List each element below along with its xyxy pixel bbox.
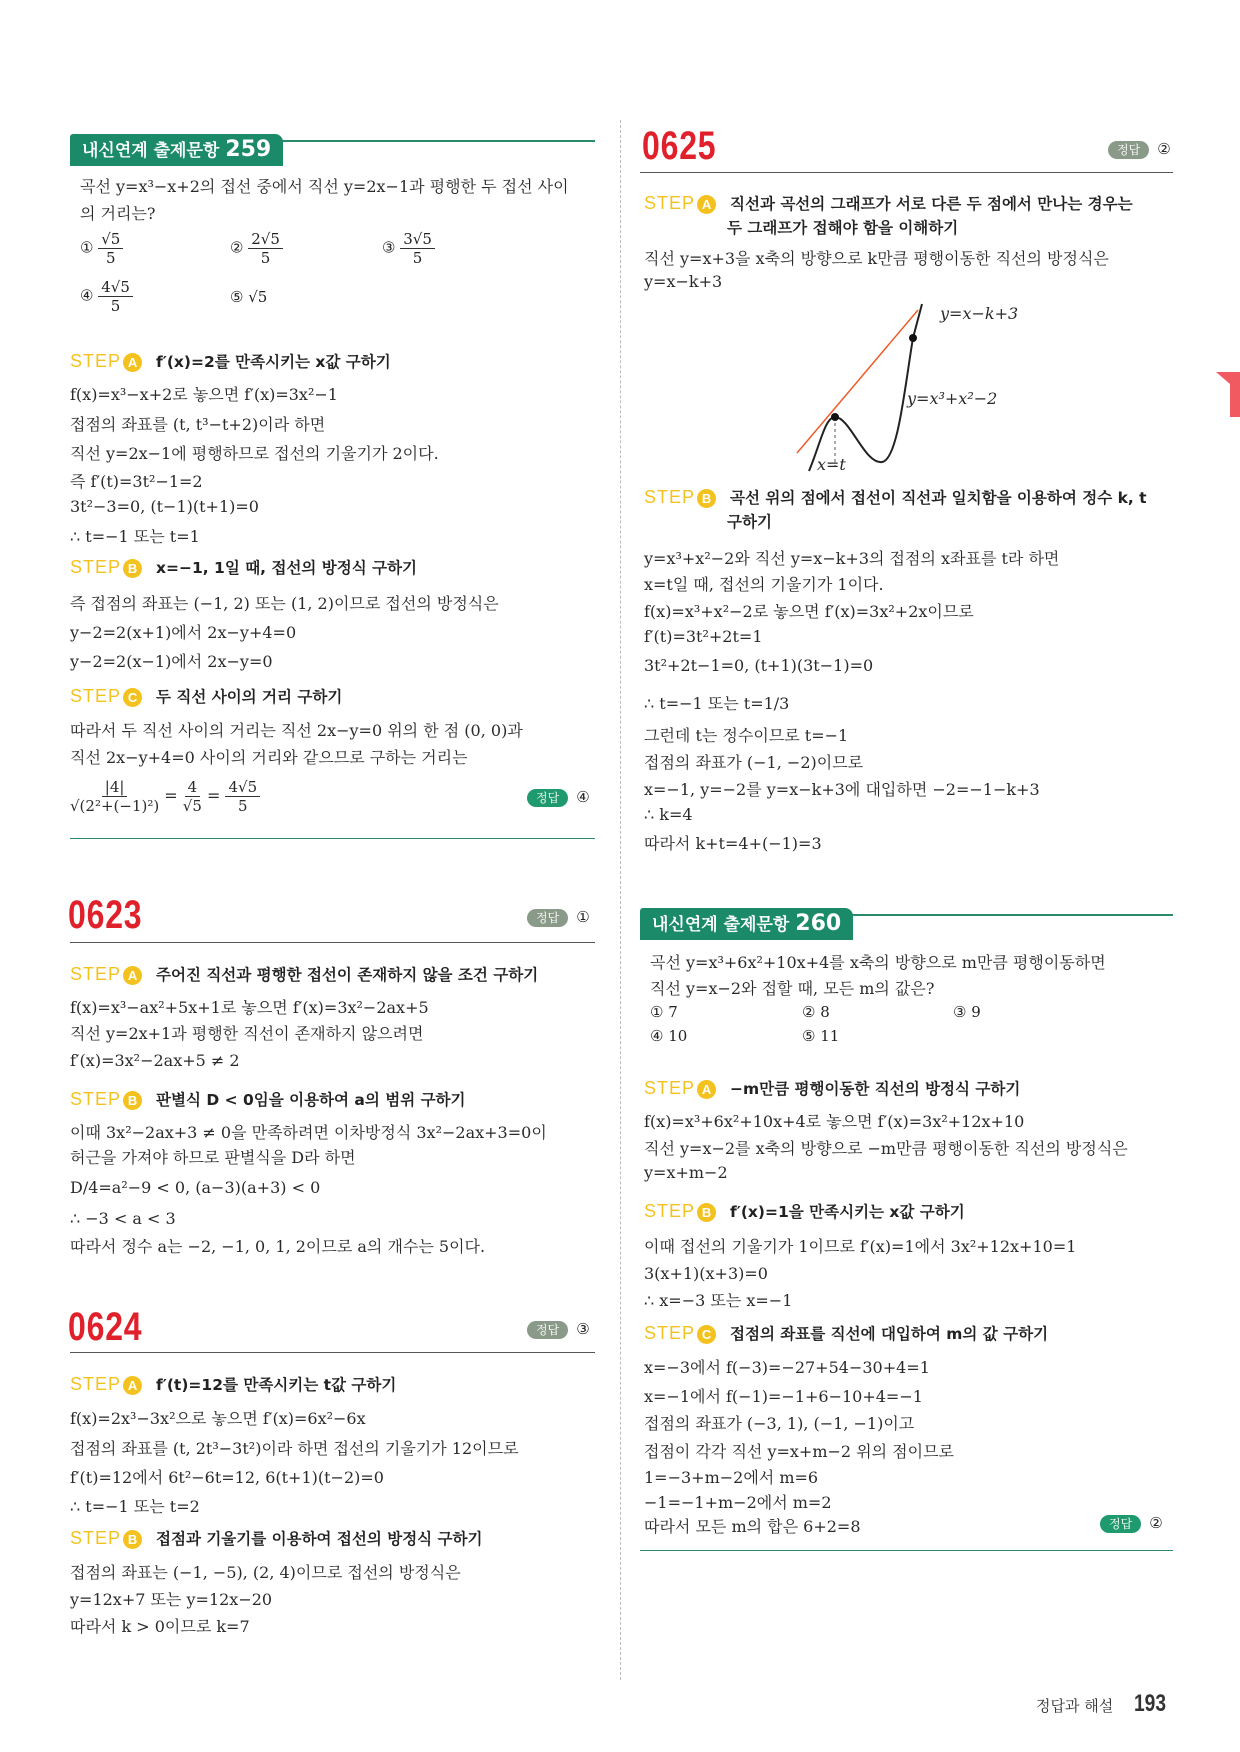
solution-line: f(x)=x³−ax²+5x+1로 놓으면 f′(x)=3x²−2ax+5: [70, 998, 429, 1017]
section-rule: [70, 1352, 595, 1353]
solution-line: f(x)=x³+x²−2로 놓으면 f′(x)=3x²+2x이므로: [644, 602, 974, 621]
solution-line: 3t²+2t−1=0, (t+1)(3t−1)=0: [644, 656, 874, 675]
choice-2[interactable]: ② $\frac{2√5}{5}$: [230, 230, 283, 267]
solution-line: 3(x+1)(x+3)=0: [644, 1264, 768, 1283]
graph-line-label: y=x−k+3: [940, 304, 1019, 323]
step-letter-badge: A: [123, 353, 142, 372]
step-word: STEP: [70, 1528, 122, 1548]
solution-line: −1=−1+m−2에서 m=2: [644, 1493, 832, 1512]
section-rule: [70, 838, 595, 839]
chapter-tab: [1230, 372, 1240, 417]
step-letter-badge: C: [123, 688, 142, 707]
choice-3[interactable]: ③ $\frac{3√5}{5}$: [382, 230, 435, 267]
step-header: [70, 685, 342, 707]
solution-line: 이때 접선의 기울기가 1이므로 f′(x)=1에서 3x²+12x+10=1: [644, 1237, 1077, 1256]
solution-line: f′(t)=3t²+2t=1: [644, 627, 763, 646]
answer-260: 정답 ②: [1100, 1514, 1163, 1533]
step-letter-badge: B: [123, 1530, 142, 1549]
step-header: [644, 192, 1133, 214]
solution-line: 따라서 정수 a는 −2, −1, 0, 1, 2이므로 a의 개수는 5이다.: [70, 1237, 486, 1256]
step-title: 두 그래프가 접해야 함을 이해하기: [727, 219, 959, 237]
answer-259: 정답 ④: [527, 788, 590, 807]
step-word: STEP: [644, 1078, 696, 1098]
solution-line: 따라서 모든 m의 합은 6+2=8: [644, 1517, 861, 1536]
solution-line: 직선 y=x−2를 x축의 방향으로 −m만큼 평행이동한 직선의 방정식은: [644, 1139, 1128, 1158]
answer-0623: 정답 ①: [527, 908, 590, 927]
step-title: 접점과 기울기를 이용하여 접선의 방정식 구하기: [156, 1530, 483, 1548]
step-letter-badge: B: [697, 489, 716, 508]
solution-line: y−2=2(x−1)에서 2x−y=0: [70, 652, 273, 671]
solution-line: y−2=2(x+1)에서 2x−y+4=0: [70, 623, 297, 642]
column-divider: [620, 120, 621, 1680]
step-title: f′(x)=1을 만족시키는 x값 구하기: [730, 1203, 965, 1221]
step-title: 두 직선 사이의 거리 구하기: [156, 688, 343, 706]
solution-line: f(x)=2x³−3x²으로 놓으면 f′(x)=6x²−6x: [70, 1409, 366, 1428]
cubic-curve: [809, 304, 922, 471]
solution-line: 접점의 좌표를 (t, 2t³−3t²)이라 하면 접선의 기울기가 12이므로: [70, 1439, 519, 1458]
step-letter-badge: A: [697, 195, 716, 214]
footer-label: 정답과 해설: [1036, 1697, 1114, 1715]
step-title: 곡선 위의 점에서 접선이 직선과 일치함을 이용하여 정수 k, t: [730, 489, 1147, 507]
banner-label: 내신연계 출제문항: [652, 915, 790, 935]
solution-line: 이때 3x²−2ax+3 ≠ 0을 만족하려면 이차방정식 3x²−2ax+3=0이: [70, 1123, 547, 1142]
solution-line: 따라서 k+t=4+(−1)=3: [644, 834, 822, 853]
choice-4[interactable]: ④ $\frac{4√5}{5}$: [80, 278, 133, 315]
step-letter-badge: A: [123, 966, 142, 985]
step-title: −m만큼 평행이동한 직선의 방정식 구하기: [730, 1080, 1021, 1098]
distance-expression: $\frac{|4|}{\text{√(2²+(−1)²)}}$ = $\frac{4}{√5}$ = $\frac{4√5}{5}$: [70, 778, 260, 815]
tangent-point: [831, 413, 839, 421]
problem-number-0624: 0624: [68, 1305, 143, 1349]
solution-line: x=−1, y=−2를 y=x−k+3에 대입하면 −2=−1−k+3: [644, 780, 1040, 799]
step-letter-badge: B: [123, 1091, 142, 1110]
step-letter-badge: A: [697, 1080, 716, 1099]
solution-line: x=t일 때, 접선의 기울기가 1이다.: [644, 575, 884, 594]
step-word: STEP: [70, 1089, 122, 1109]
step-title: 구하기: [727, 513, 772, 531]
step-word: STEP: [70, 351, 122, 371]
question-line: 곡선 y=x³+6x²+10x+4를 x축의 방향으로 m만큼 평행이동하면: [650, 953, 1106, 972]
solution-line: ∴ t=−1 또는 t=2: [70, 1497, 200, 1516]
question-line: 곡선 y=x³−x+2의 접선 중에서 직선 y=2x−1과 평행한 두 접선 사이: [80, 177, 569, 196]
solution-line: 즉 접점의 좌표는 (−1, 2) 또는 (1, 2)이므로 접선의 방정식은: [70, 594, 499, 613]
solution-line: D/4=a²−9 < 0, (a−3)(a+3) < 0: [70, 1178, 321, 1197]
step-header: [644, 486, 1147, 508]
solution-line: 3t²−3=0, (t−1)(t+1)=0: [70, 497, 259, 516]
step-word: STEP: [644, 193, 696, 213]
choice-1[interactable]: ① 7: [650, 1003, 678, 1021]
solution-line: 허근을 가져야 하므로 판별식을 D라 하면: [70, 1148, 356, 1167]
choice-4[interactable]: ④ 10: [650, 1027, 688, 1045]
question-line: 의 거리는?: [80, 204, 156, 223]
solution-line: 즉 f′(t)=3t²−1=2: [70, 472, 203, 491]
step-header: [70, 963, 538, 985]
page-footer: [1036, 1690, 1170, 1718]
banner-260: [640, 908, 853, 940]
section-rule: [640, 1550, 1173, 1551]
page-number: 193: [1134, 1690, 1167, 1717]
step-title: 판별식 D < 0임을 이용하여 a의 범위 구하기: [156, 1091, 466, 1109]
step-header: [70, 1088, 465, 1110]
solution-line: x=−1에서 f(−1)=−1+6−10+4=−1: [644, 1387, 923, 1406]
banner-number: 259: [225, 137, 272, 162]
step-letter-badge: A: [123, 1376, 142, 1395]
section-rule: [70, 942, 595, 943]
problem-number-0623: 0623: [68, 893, 143, 937]
solution-line: 직선 2x−y+4=0 사이의 거리와 같으므로 구하는 거리는: [70, 748, 468, 767]
banner-label: 내신연계 출제문항: [82, 141, 220, 161]
solution-line: f(x)=x³+6x²+10x+4로 놓으면 f′(x)=3x²+12x+10: [644, 1112, 1025, 1131]
step-header: [644, 1322, 1048, 1344]
section-rule: [640, 172, 1173, 173]
solution-line: 따라서 k > 0이므로 k=7: [70, 1617, 250, 1636]
step-title: x=−1, 1일 때, 접선의 방정식 구하기: [156, 559, 418, 577]
graph-curve-label: y=x³+x²−2: [907, 389, 998, 408]
step-word: STEP: [644, 1201, 696, 1221]
intersection-point: [909, 334, 917, 342]
step-title-cont: [727, 216, 958, 238]
step-header: [70, 556, 417, 578]
step-header: [644, 1200, 965, 1222]
step-title: f′(t)=12를 만족시키는 t값 구하기: [156, 1376, 397, 1394]
solution-line: 직선 y=x+3을 x축의 방향으로 k만큼 평행이동한 직선의 방정식은: [644, 249, 1109, 268]
step-word: STEP: [644, 487, 696, 507]
solution-line: f′(x)=3x²−2ax+5 ≠ 2: [70, 1051, 240, 1070]
solution-line: ∴ t=−1 또는 t=1: [70, 527, 200, 546]
solution-line: y=x+m−2: [644, 1163, 728, 1182]
solution-line: 직선 y=2x+1과 평행한 직선이 존재하지 않으려면: [70, 1024, 424, 1043]
question-line: 직선 y=x−2와 접할 때, 모든 m의 값은?: [650, 979, 935, 998]
solution-line: 따라서 두 직선 사이의 거리는 직선 2x−y=0 위의 한 점 (0, 0)과: [70, 721, 523, 740]
solution-line: y=12x+7 또는 y=12x−20: [70, 1590, 273, 1609]
solution-line: 접점의 좌표가 (−1, −2)이므로: [644, 753, 864, 772]
answer-0624: 정답 ③: [527, 1320, 590, 1339]
choice-5[interactable]: ⑤ 11: [802, 1027, 840, 1045]
step-header: [70, 1373, 396, 1395]
step-header: [70, 1527, 482, 1549]
step-title: 직선과 곡선의 그래프가 서로 다른 두 점에서 만나는 경우는: [730, 195, 1133, 213]
banner-number: 260: [795, 911, 842, 936]
step-title: 주어진 직선과 평행한 접선이 존재하지 않을 조건 구하기: [156, 966, 539, 984]
choice-2[interactable]: ② 8: [802, 1003, 830, 1021]
solution-line: ∴ x=−3 또는 x=−1: [644, 1291, 793, 1310]
solution-line: x=−3에서 f(−3)=−27+54−30+4=1: [644, 1358, 930, 1377]
shifted-line: [797, 310, 918, 453]
solution-line: 접점의 좌표는 (−1, −5), (2, 4)이므로 접선의 방정식은: [70, 1563, 461, 1582]
problem-number-0625: 0625: [642, 124, 717, 168]
solution-line: 접점이 각각 직선 y=x+m−2 위의 점이므로: [644, 1442, 954, 1461]
solution-line: 그런데 t는 정수이므로 t=−1: [644, 726, 849, 745]
step-word: STEP: [644, 1323, 696, 1343]
step-header: [70, 350, 391, 372]
step-word: STEP: [70, 686, 122, 706]
solution-line: 직선 y=2x−1에 평행하므로 접선의 기울기가 2이다.: [70, 444, 439, 463]
choice-3[interactable]: ③ 9: [953, 1003, 981, 1021]
step-word: STEP: [70, 557, 122, 577]
solution-line: 1=−3+m−2에서 m=6: [644, 1468, 819, 1487]
step-word: STEP: [70, 1374, 122, 1394]
step-word: STEP: [70, 964, 122, 984]
graph-tangent-label: x=t: [817, 455, 846, 474]
solution-line: y=x−k+3: [644, 272, 723, 291]
step-title: 접점의 좌표를 직선에 대입하여 m의 값 구하기: [730, 1325, 1049, 1343]
solution-line: f(x)=x³−x+2로 놓으면 f′(x)=3x²−1: [70, 385, 338, 404]
solution-line: ∴ k=4: [644, 805, 693, 824]
solution-line: ∴ −3 < a < 3: [70, 1209, 176, 1228]
step-letter-badge: B: [697, 1203, 716, 1222]
step-title-cont: [727, 510, 772, 532]
step-letter-badge: C: [697, 1325, 716, 1344]
solution-line: 접점의 좌표를 (t, t³−t+2)이라 하면: [70, 415, 326, 434]
solution-line: y=x³+x²−2와 직선 y=x−k+3의 접점의 x좌표를 t라 하면: [644, 549, 1060, 568]
solution-line: 접점의 좌표가 (−3, 1), (−1, −1)이고: [644, 1414, 915, 1433]
banner-259: [70, 134, 283, 166]
step-header: [644, 1077, 1020, 1099]
solution-line: ∴ t=−1 또는 t=1/3: [644, 694, 790, 713]
step-title: f′(x)=2를 만족시키는 x값 구하기: [156, 353, 391, 371]
solution-line: f′(t)=12에서 6t²−6t=12, 6(t+1)(t−2)=0: [70, 1468, 384, 1487]
step-letter-badge: B: [123, 559, 142, 578]
choice-5[interactable]: ⑤ √5: [230, 288, 268, 306]
answer-0625: 정답 ②: [1108, 140, 1171, 159]
choice-1[interactable]: ① $\frac{√5}{5}$: [80, 230, 123, 267]
